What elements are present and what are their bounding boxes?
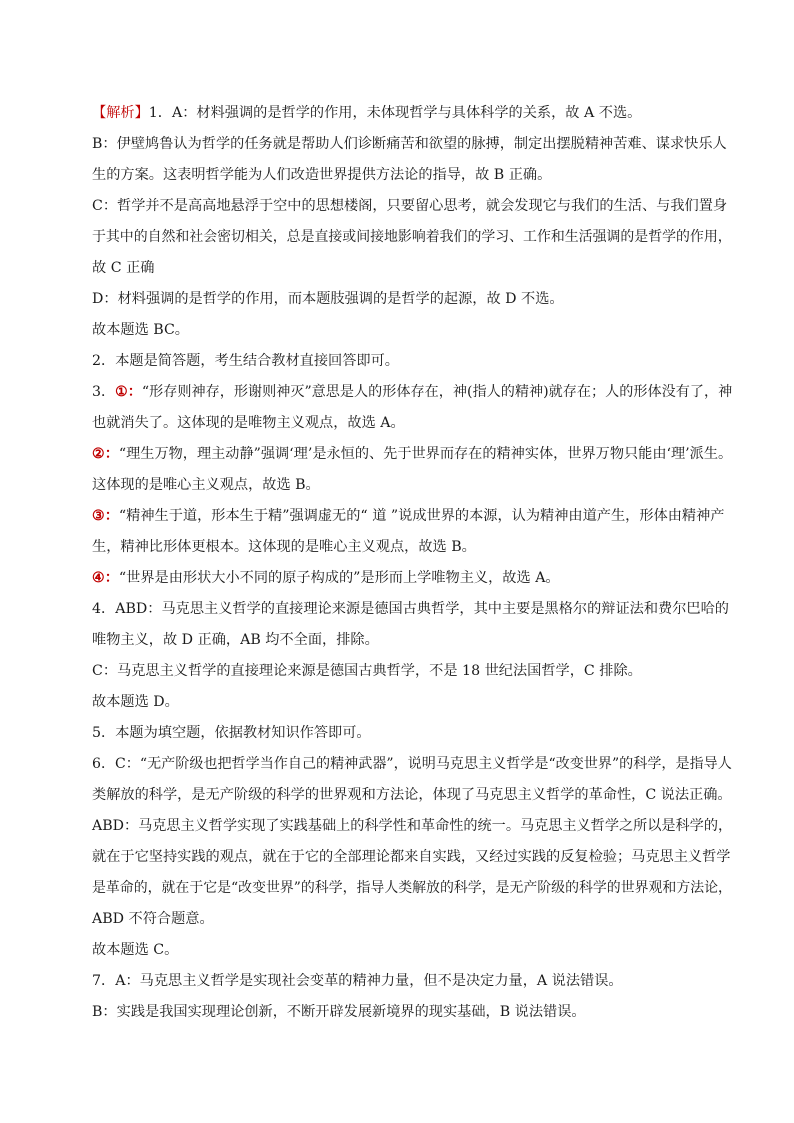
- line-prefix: B：: [92, 1004, 117, 1020]
- analysis-line: [92, 98, 732, 129]
- line-prefix: 2．: [92, 353, 116, 369]
- line-text: 生的方案。这表明哲学能为人们改造世界提供方法论的指导，故 B 正确。: [92, 167, 552, 183]
- line-prefix: C：: [92, 663, 118, 679]
- analysis-line: [92, 470, 732, 501]
- circled-number-marker: ③：: [92, 508, 119, 524]
- analysis-line: [92, 811, 733, 842]
- line-prefix: 1．A：: [148, 105, 197, 121]
- analysis-line: [92, 191, 732, 222]
- line-text: 故本题选 C。: [92, 942, 179, 958]
- analysis-line: [92, 904, 732, 935]
- analysis-line: [92, 284, 732, 315]
- line-text: ABD 不符合题意。: [92, 911, 214, 927]
- analysis-line: [92, 718, 732, 749]
- analysis-line: [92, 439, 731, 470]
- analysis-line: [92, 594, 732, 625]
- line-text: “理生万物，理主动静”强调‘理’是永恒的、先于世界而存在的精神实体，世界万物只能由‘理’派生。: [118, 446, 733, 462]
- line-text: 故本题选 BC。: [92, 322, 189, 338]
- line-text: “精神生于道，形本生于精”强调虚无的“ 道 ”说成世界的本源，认为精神由道产生，形体由精神产: [118, 508, 725, 524]
- line-text: 就在于它坚持实践的观点，就在于它的全部理论都来自实践，又经过实践的反复检验；马克思主义哲学: [92, 849, 731, 865]
- line-text: 材料强调的是哲学的作用，未体现哲学与具体科学的关系，故 A 不选。: [196, 105, 642, 121]
- line-text: 于其中的自然和社会密切相关，总是直接或间接地影响着我们的学习、工作和生活强调的是哲学的作用，: [92, 229, 732, 245]
- line-prefix: 7．A：: [92, 973, 140, 989]
- line-prefix: 3．: [92, 384, 116, 400]
- circled-number-marker: ①：: [115, 384, 142, 400]
- line-text: 类解放的科学，是无产阶级的科学的世界观和方法论，体现了马克思主义哲学的革命性，C 说法正确。: [92, 787, 732, 803]
- analysis-line: [92, 377, 733, 408]
- line-text: 是革命的，就在于它是“改变世界”的科学，指导人类解放的科学，是无产阶级的科学的世界观和方法论，: [92, 880, 732, 896]
- line-text: 唯物主义，故 D 正确，AB 均不全面，排除。: [92, 632, 379, 648]
- line-text: 材料强调的是哲学的作用，而本题肢强调的是哲学的起源，故 D 不选。: [117, 291, 564, 307]
- line-prefix: C：: [92, 198, 118, 214]
- circled-number-marker: ②：: [92, 446, 119, 462]
- line-text: 故本题选 D。: [92, 694, 179, 710]
- line-text: 马克思主义哲学是实现社会变革的精神力量，但不是决定力量，A 说法错误。: [139, 973, 623, 989]
- line-text: 本题为填空题，依据教材知识作答即可。: [115, 725, 371, 741]
- line-text: 这体现的是唯心主义观点，故选 B。: [92, 477, 320, 493]
- line-text: 本题是简答题，考生结合教材直接回答即可。: [115, 353, 399, 369]
- analysis-line: [92, 315, 732, 346]
- analysis-line: [92, 160, 732, 191]
- analysis-heading: 【解析】: [92, 105, 149, 121]
- circled-number-marker: ④：: [92, 570, 119, 586]
- line-text: “无产阶级也把哲学当作自己的精神武器”，说明马克思主义哲学是“改变世界”的科学，是指导人: [139, 756, 732, 772]
- analysis-line: [92, 966, 732, 997]
- line-text: 马克思主义哲学的直接理论来源是德国古典哲学，其中主要是黑格尔的辩证法和费尔巴哈的: [161, 601, 729, 617]
- line-prefix: ABD：: [92, 818, 139, 834]
- line-text: 哲学并不是高高地悬浮于空中的思想楼阁，只要留心思考，就会发现它与我们的生活、与我们置身: [117, 198, 728, 214]
- line-text: “世界是由形状大小不同的原子构成的”是形而上学唯物主义，故选 A。: [118, 570, 560, 586]
- analysis-line: [92, 656, 732, 687]
- analysis-line: [92, 563, 732, 594]
- line-text: 故 C 正确: [92, 260, 155, 276]
- line-prefix: 5．: [92, 725, 116, 741]
- line-text: 马克思主义哲学的直接理论来源是德国古典哲学，不是 18 世纪法国哲学，C 排除。: [117, 663, 642, 679]
- line-prefix: 4．ABD：: [92, 601, 162, 617]
- analysis-line: [92, 253, 732, 284]
- line-text: 伊壁鸠鲁认为哲学的任务就是帮助人们诊断痛苦和欲望的脉搏，制定出摆脱精神苦难、谋求快乐人: [116, 136, 727, 152]
- analysis-line: [92, 687, 732, 718]
- analysis-line: [92, 222, 732, 253]
- line-prefix: 6．C：: [92, 756, 140, 772]
- line-text: 马克思主义哲学实现了实践基础上的科学性和革命性的统一。马克思主义哲学之所以是科学的，: [138, 818, 733, 834]
- line-text: “形存则神存，形谢则神灭”意思是人的形体存在，神(指人的精神)就存在；人的形体没有了，神: [141, 384, 733, 400]
- analysis-line: [92, 935, 732, 966]
- answer-analysis: [92, 98, 732, 1028]
- analysis-line: [92, 346, 732, 377]
- analysis-line: [92, 842, 732, 873]
- analysis-line: [92, 532, 732, 563]
- analysis-line: [92, 625, 732, 656]
- analysis-line: [92, 873, 732, 904]
- line-text: 也就消失了。这体现的是唯物主义观点，故选 A。: [92, 415, 405, 431]
- line-prefix: B：: [92, 136, 117, 152]
- line-text: 实践是我国实现理论创新，不断开辟发展新境界的现实基础，B 说法错误。: [116, 1004, 586, 1020]
- analysis-line: [92, 997, 732, 1028]
- analysis-line: [92, 408, 732, 439]
- analysis-line: [92, 501, 732, 532]
- analysis-line: [92, 749, 732, 780]
- line-prefix: D：: [92, 291, 118, 307]
- line-text: 生，精神比形体更根本。这体现的是唯心主义观点，故选 B。: [92, 539, 476, 555]
- analysis-line: [92, 129, 732, 160]
- analysis-line: [92, 780, 732, 811]
